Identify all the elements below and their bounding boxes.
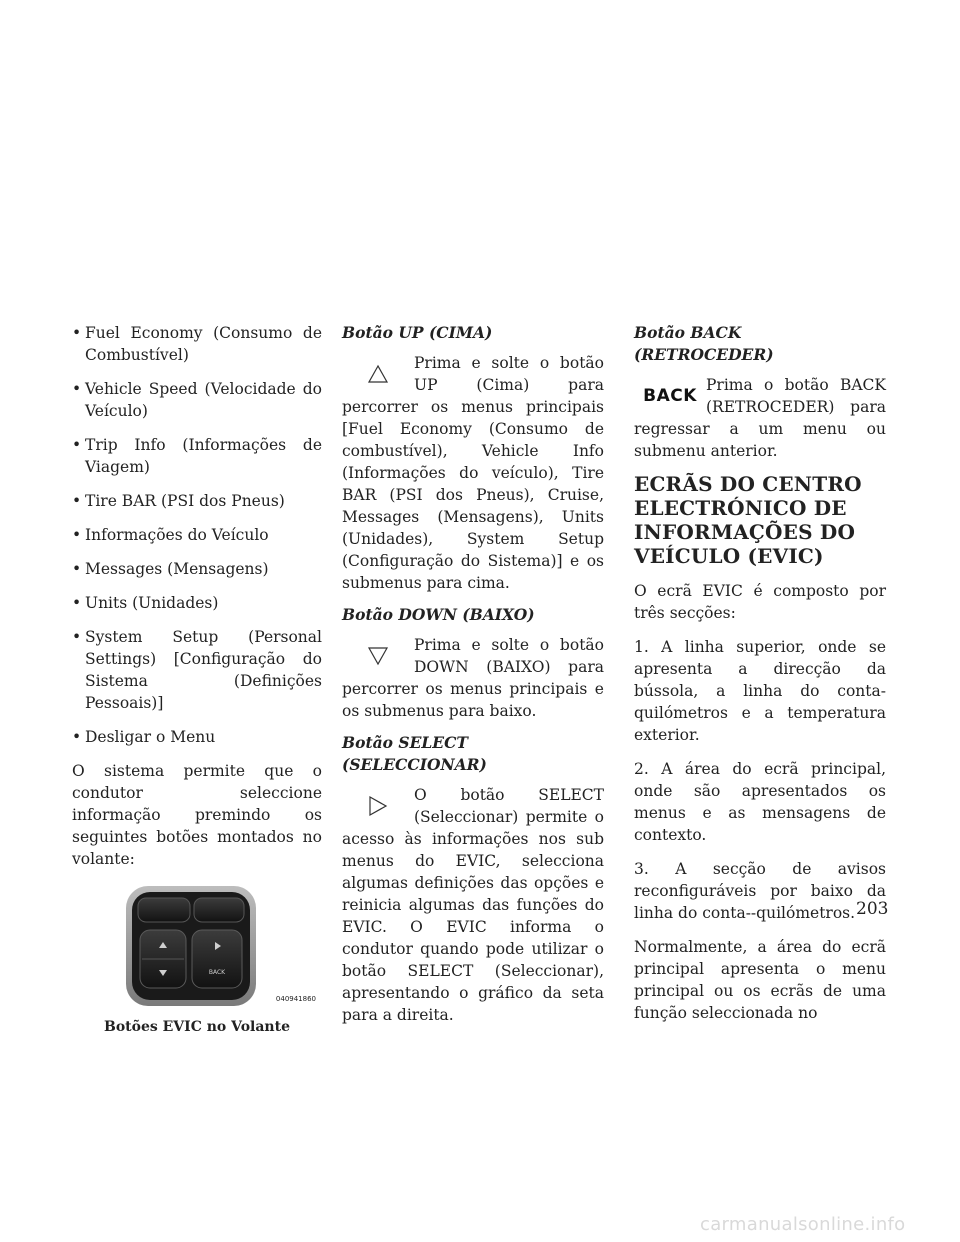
back-button-section	[634, 374, 886, 462]
page-number: 203	[856, 899, 889, 919]
list-item: • Desligar o Menu	[72, 726, 322, 748]
back-icon	[634, 374, 706, 418]
figure-caption: Botões EVIC no Volante	[104, 1019, 290, 1035]
up-button-heading: Botão UP (CIMA)	[342, 323, 493, 342]
back-button-heading: Botão BACK (RETROCEDER)	[634, 323, 774, 364]
intro-paragraph: O sistema permite que o condutor seleccione informação premindo os seguintes botões montados no volante:	[72, 762, 322, 868]
list-item: • Fuel Economy (Consumo de Combustível)	[72, 322, 322, 366]
steering-buttons-figure	[72, 882, 322, 1038]
select-button-heading: Botão SELECT (SELECCIONAR)	[342, 733, 487, 774]
steering-buttons-photo	[112, 882, 316, 1012]
list-item: • Trip Info (Informações de Viagem)	[72, 434, 322, 478]
middle-column	[342, 322, 604, 1036]
back-button-text: Prima o botão BACK (RETROCEDER) para regressar a um menu ou submenu anterior.	[634, 376, 886, 460]
down-button-section	[342, 634, 604, 722]
list-item: • Tire BAR (PSI dos Pneus)	[72, 490, 322, 512]
evic-paragraph: Normalmente, a área do ecrã principal apresenta o menu principal ou os ecrãs de uma função seleccionada no	[634, 938, 886, 1022]
back-icon-label: BACK	[643, 386, 697, 406]
watermark: carmanualsonline.info	[700, 1214, 906, 1235]
menu-list	[72, 322, 322, 748]
right-triangle-icon	[342, 784, 414, 828]
list-item: • System Setup (Personal Settings) [Configuração do Sistema (Definições Pessoais)]	[72, 626, 322, 714]
list-item: • Informações do Veículo	[72, 524, 322, 546]
up-triangle-icon	[342, 352, 414, 396]
section-title: ECRÃS DO CENTRO ELECTRÓNICO DE INFORMAÇÕES DO VEÍCULO (EVIC)	[634, 472, 862, 568]
select-button-text: O botão SELECT (Seleccionar) permite o acesso às informações nos sub menus do EVIC, selecciona algumas definições das opções e reinicia algumas das funções do EVIC. O EVIC informa o condutor quando pode utilizar o botão SELECT (Seleccionar), apresentando o gráfico da seta para a direita.	[342, 786, 604, 1024]
figure-code: 040941860	[275, 995, 316, 1003]
evic-paragraph: 1. A linha superior, onde se apresenta a direcção da bússola, a linha do conta-quilómetros e a temperatura exterior.	[634, 638, 886, 744]
list-item: • Messages (Mensagens)	[72, 558, 322, 580]
down-button-text: Prima e solte o botão DOWN (BAIXO) para percorrer os menus principais e os submenus para baixo.	[342, 636, 604, 720]
evic-paragraph: 3. A secção de avisos reconfiguráveis por baixo da linha do conta--quilómetros.	[634, 860, 886, 922]
up-button-section	[342, 352, 604, 594]
right-column	[634, 322, 889, 1036]
evic-paragraph: O ecrã EVIC é composto por três secções:	[634, 582, 886, 622]
back-button-label: BACK	[208, 969, 226, 976]
evic-paragraph: 2. A área do ecrã principal, onde são apresentados os menus e as mensagens de contexto.	[634, 760, 886, 844]
list-item: • Units (Unidades)	[72, 592, 322, 614]
down-triangle-icon	[342, 634, 414, 678]
left-column	[72, 322, 322, 1038]
select-button-section	[342, 784, 604, 1026]
list-item: • Vehicle Speed (Velocidade do Veículo)	[72, 378, 322, 422]
up-button-text: Prima e solte o botão UP (Cima) para percorrer os menus principais [Fuel Economy (Consumo de combustível), Vehicle Info (Informações do veículo), Tire BAR (PSI dos Pneus), Cruise, Messages (Mensagens), Units (Unidades), System Setup (Configuração do Sistema)] e os submenus para cima.	[342, 354, 604, 592]
down-button-heading: Botão DOWN (BAIXO)	[342, 605, 535, 624]
